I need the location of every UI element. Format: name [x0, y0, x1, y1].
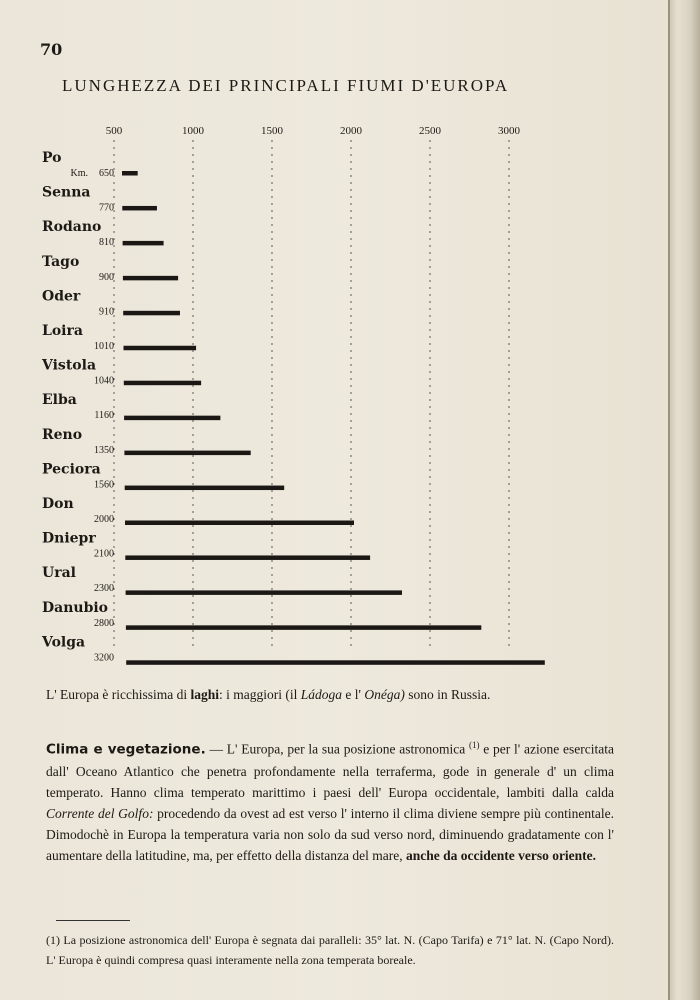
river-row: [42, 392, 220, 421]
river-bar: [124, 381, 201, 386]
river-row: [42, 531, 370, 560]
river-length-label: 900: [99, 271, 114, 283]
river-row: [42, 219, 164, 248]
river-name: Loira: [42, 323, 83, 339]
river-length-label: 1160: [94, 410, 114, 422]
river-bar: [126, 590, 402, 595]
tick-label-1500: 1500: [261, 125, 283, 137]
river-row: [41, 634, 545, 664]
river-bar: [123, 241, 164, 246]
river-name: Tago: [42, 253, 80, 270]
river-bar: [125, 486, 284, 491]
river-bar: [123, 276, 178, 281]
river-row: [42, 461, 284, 490]
river-name: Reno: [42, 426, 83, 443]
river-bar: [124, 346, 197, 351]
river-name: Danubio: [42, 599, 109, 616]
river-row: [41, 358, 201, 387]
page-number: 70: [40, 40, 63, 59]
river-row: [42, 185, 157, 214]
tick-label-3000: 3000: [498, 125, 520, 137]
river-name: Senna: [42, 184, 91, 201]
tick-label-1000: 1000: [182, 125, 204, 137]
river-row: [42, 496, 354, 525]
tick-label-500: 500: [105, 125, 123, 137]
river-row: [42, 600, 481, 630]
river-length-label: 650: [99, 168, 114, 179]
river-bar: [124, 416, 220, 421]
river-name: Elba: [42, 392, 77, 409]
river-bar: [125, 555, 370, 560]
river-row: [42, 288, 180, 317]
river-length-label: 770: [99, 202, 114, 214]
river-length-chart: [0, 110, 640, 670]
river-name: Rodano: [42, 219, 102, 236]
river-length-label: 1560: [94, 479, 114, 491]
river-row: [42, 150, 138, 179]
river-length-label: 1040: [94, 375, 114, 387]
tick-label-2000: 2000: [340, 125, 362, 137]
river-name: Volga: [42, 634, 86, 651]
page-edge: [668, 0, 700, 1000]
river-length-label: 2800: [94, 617, 114, 629]
footnote-divider: [56, 920, 130, 921]
river-length-label: 2300: [94, 583, 114, 595]
river-length-label: 810: [99, 237, 114, 249]
chart-title: LUNGHEZZA DEI PRINCIPALI FIUMI D'EUROPA: [62, 76, 510, 95]
chart-rows: [41, 150, 545, 665]
tick-label-2500: 2500: [419, 125, 441, 137]
river-length-label: 2000: [94, 514, 114, 525]
river-name: Dniepr: [42, 530, 96, 547]
river-bar: [124, 451, 250, 456]
river-bar: [122, 206, 157, 211]
river-length-label: 910: [99, 306, 114, 318]
river-name: Po: [42, 150, 62, 166]
river-row: [42, 323, 196, 352]
river-name: Don: [42, 496, 74, 512]
river-row: [42, 565, 402, 595]
river-row: [42, 254, 178, 283]
lakes-paragraph: L' Europa è ricchissima di laghi: i maggiori (il Ládoga e l' Onéga) sono in Russia.: [46, 687, 491, 702]
river-length-label: 3200: [94, 652, 114, 664]
river-bar: [126, 625, 481, 630]
river-bar: [123, 311, 180, 316]
river-length-label: 2100: [94, 548, 114, 560]
river-length-label: 1010: [94, 341, 114, 352]
chart-tick-labels: [106, 125, 521, 137]
section-heading: Clima e vegetazione.: [46, 741, 206, 758]
page-fold: [668, 0, 670, 1000]
river-bar: [126, 660, 545, 665]
river-bar: [125, 521, 354, 526]
unit-label: Km.: [70, 168, 88, 179]
footnote: (1) La posizione astronomica dell' Europa è segnata dai paralleli: 35° lat. N. (Capo Tarifa) e 71° lat. N. (Capo Nord). L' Europa è quindi compresa quasi interamente nella zona temperata boreale.: [46, 933, 614, 967]
river-name: Oder: [42, 288, 81, 305]
river-name: Ural: [42, 565, 76, 582]
river-name: Peciora: [42, 461, 101, 478]
climate-paragraph: Clima e vegetazione. — L' Europa, per la sua posizione astronomica $^{(1)}$ e per l' azione esercitata dall' Oceano Atlantico che penetra profondamente nella terraferma, gode in generale d' un clima temperato. Hanno clima temperato marittimo i paesi dell' Europa occidentale, lambiti dalla calda Corrente del Golfo: procedendo da ovest ad est verso l' interno il clima diviene sempre più continentale. Dimodochè in Europa la temperatura varia non solo da sud verso nord, diminuendo gradatamente con l' aumentare della latitudine, ma, per effetto della distanza del mare, anche da occidente verso oriente.: [46, 740, 614, 863]
river-length-label: 1350: [94, 444, 114, 456]
footnote-ref: (1): [468, 740, 480, 750]
river-name: Vistola: [42, 357, 97, 374]
river-bar: [122, 171, 138, 176]
chart-gridlines: [114, 140, 509, 650]
river-row: [42, 427, 251, 456]
